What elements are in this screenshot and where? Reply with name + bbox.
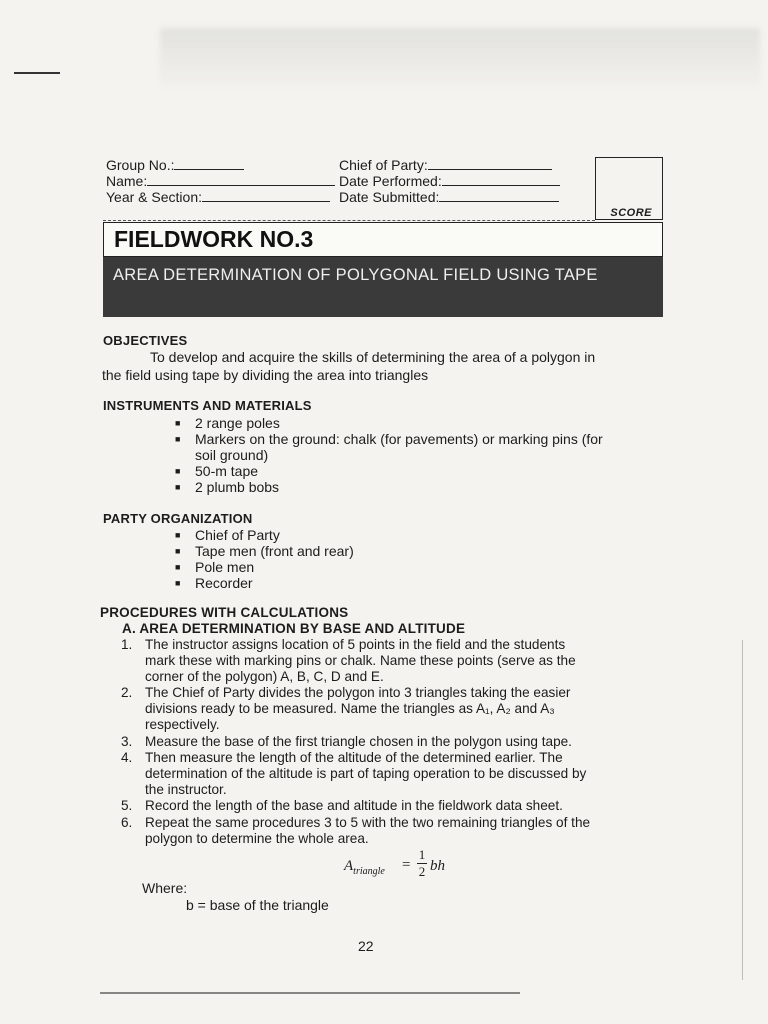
group-label: Group No.: bbox=[106, 157, 175, 173]
bullet-icon: ■ bbox=[175, 546, 181, 556]
date-submitted-blank bbox=[439, 190, 559, 202]
procedures-subheading: A. AREA DETERMINATION BY BASE AND ALTITUDE bbox=[122, 621, 466, 636]
year-blank bbox=[202, 190, 330, 202]
party-item: ■ Chief of Party bbox=[175, 527, 280, 543]
chief-blank bbox=[428, 158, 552, 170]
bullet-icon: ■ bbox=[175, 530, 181, 540]
bullet-icon: ■ bbox=[175, 562, 181, 572]
page-subtitle: AREA DETERMINATION OF POLYGONAL FIELD USING TAPE bbox=[113, 266, 598, 284]
objectives-heading: OBJECTIVES bbox=[103, 333, 188, 348]
chief-label: Chief of Party: bbox=[339, 157, 428, 173]
bullet-icon: ■ bbox=[175, 434, 181, 444]
instruments-heading: INSTRUMENTS AND MATERIALS bbox=[103, 398, 312, 413]
party-item: ■ Recorder bbox=[175, 575, 253, 591]
header-separator bbox=[103, 220, 595, 221]
scan-edge bbox=[742, 640, 743, 980]
page-number: 22 bbox=[358, 938, 374, 954]
instrument-item-continued: soil ground) bbox=[195, 447, 269, 463]
date-performed-label: Date Performed: bbox=[339, 173, 442, 189]
scan-bottom-line bbox=[100, 992, 520, 994]
year-section-field bbox=[106, 189, 330, 205]
group-field bbox=[106, 157, 244, 173]
party-heading: PARTY ORGANIZATION bbox=[103, 511, 253, 526]
fraction: 1 2 bbox=[418, 847, 426, 879]
group-blank bbox=[174, 158, 244, 170]
objectives-line-2: the field using tape by dividing the area into triangles bbox=[102, 367, 429, 383]
score-label: SCORE bbox=[610, 207, 652, 219]
scan-shadow bbox=[160, 28, 760, 86]
year-label: Year & Section: bbox=[106, 189, 202, 205]
instrument-item: ■ 2 plumb bobs bbox=[175, 479, 280, 495]
date-submitted-label: Date Submitted: bbox=[339, 189, 440, 205]
date-submitted-field bbox=[339, 189, 559, 205]
date-performed-field bbox=[339, 173, 560, 189]
instrument-item: ■ 2 range poles bbox=[175, 415, 280, 431]
procedure-step: 6. Repeat the same procedures 3 to 5 with the two remaining triangles of the polygon to determine the whole area. bbox=[121, 815, 591, 846]
party-item: ■ Pole men bbox=[175, 559, 255, 575]
scan-mark bbox=[14, 72, 60, 74]
title-box bbox=[103, 222, 663, 257]
objectives-line-1: To develop and acquire the skills of determining the area of a polygon in bbox=[150, 349, 596, 365]
name-field bbox=[106, 173, 335, 189]
bullet-icon: ■ bbox=[175, 418, 181, 428]
procedure-step: 1. The instructor assigns location of 5 points in the field and the students mark these with marking pins or chalk. Name these points (serve as the corner of the polygon) A, B, C, D and E. bbox=[121, 637, 576, 684]
bullet-icon: ■ bbox=[175, 578, 181, 588]
procedure-step: 3. Measure the base of the first triangle chosen in the polygon using tape. bbox=[121, 734, 572, 749]
bullet-icon: ■ bbox=[175, 482, 181, 492]
bullet-icon: ■ bbox=[175, 466, 181, 476]
procedure-step: 4. Then measure the length of the altitude of the determined earlier. The determination of the altitude is part of taping operation to be discussed by the instructor. bbox=[121, 750, 587, 797]
procedure-step: 2. The Chief of Party divides the polygon into 3 triangles taking the easier divisions ready to be measured. Name the triangles as A₁, A₂ and A₃ respectively. bbox=[121, 685, 571, 732]
name-label: Name: bbox=[106, 173, 148, 189]
date-performed-blank bbox=[442, 174, 560, 186]
where-b-definition: b = base of the triangle bbox=[186, 897, 329, 913]
where-label: Where: bbox=[142, 880, 188, 896]
score-box bbox=[595, 157, 663, 220]
instrument-item: ■ Markers on the ground: chalk (for pavements) or marking pins (for bbox=[175, 431, 603, 447]
procedure-step: 5. Record the length of the base and altitude in the fieldwork data sheet. bbox=[121, 798, 563, 813]
page-title: FIELDWORK NO.3 bbox=[114, 226, 314, 252]
instrument-item: ■ 50-m tape bbox=[175, 463, 259, 479]
name-blank bbox=[147, 174, 335, 186]
procedures-heading: PROCEDURES WITH CALCULATIONS bbox=[100, 605, 349, 620]
party-item: ■ Tape men (front and rear) bbox=[175, 543, 354, 559]
chief-field bbox=[339, 157, 552, 173]
subtitle-banner bbox=[103, 257, 663, 317]
